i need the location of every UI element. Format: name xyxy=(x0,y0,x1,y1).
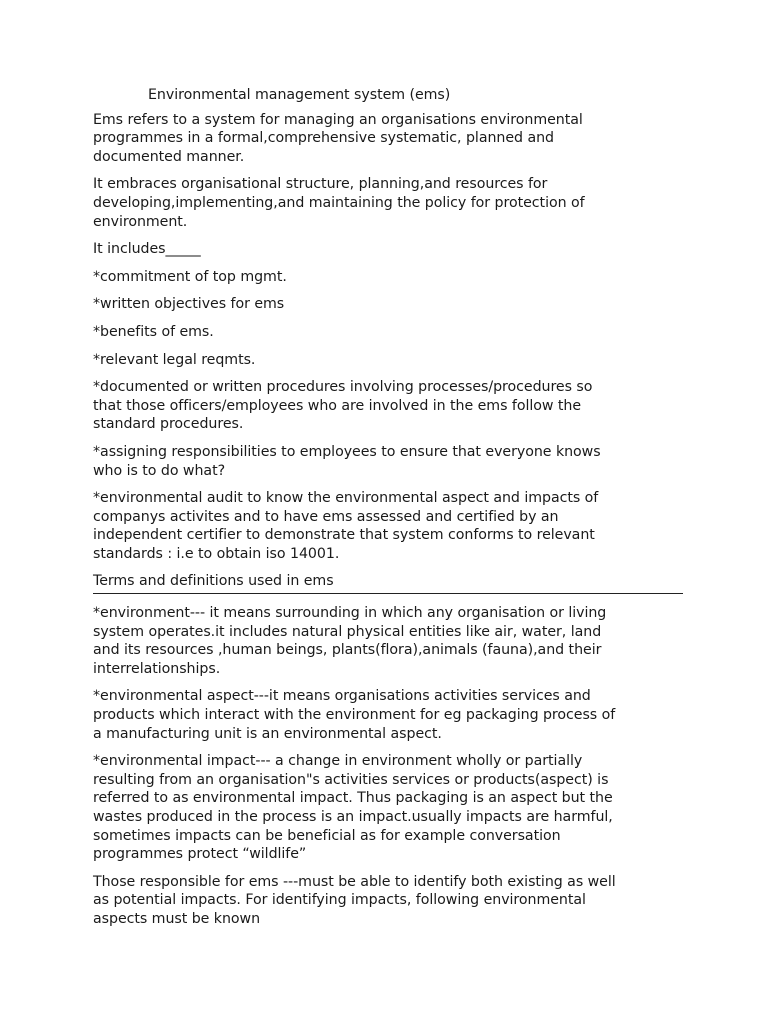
text-line: *benefits of ems. xyxy=(93,323,214,340)
text-line: resulting from an organisation"s activities services or products(aspect) is xyxy=(93,771,609,788)
document-page xyxy=(93,86,683,938)
definition-environmental-impact xyxy=(93,752,683,864)
text-line: standards : i.e to obtain iso 14001. xyxy=(93,545,340,562)
text-line: It includes_____ xyxy=(93,241,201,258)
text-line: *commitment of top mgmt. xyxy=(93,268,287,285)
text-line: *assigning responsibilities to employees to ensure that everyone knows xyxy=(93,443,601,460)
text-line: wastes produced in the process is an impact.usually impacts are harmful, xyxy=(93,809,613,825)
text-line: sometimes impacts can be beneficial as for example conversation xyxy=(93,827,561,844)
list-item xyxy=(93,268,683,287)
text-line: who is to do what? xyxy=(93,462,226,479)
text-line: programmes protect “wildlife” xyxy=(93,846,307,863)
text-line: standard procedures. xyxy=(93,416,244,433)
paragraph-definition xyxy=(93,111,683,167)
text-line: system operates.it includes natural physical entities like air, water, land xyxy=(93,623,602,640)
list-item xyxy=(93,378,683,434)
text-line: *written objectives for ems xyxy=(93,296,285,313)
text-line: Those responsible for ems ---must be able to identify both existing as well xyxy=(93,873,616,890)
text-line: environment. xyxy=(93,213,188,230)
text-line: *documented or written procedures involving processes/procedures so xyxy=(93,379,593,396)
text-line: *relevant legal reqmts. xyxy=(93,351,256,368)
section-heading: Terms and definitions used in ems xyxy=(93,572,683,594)
text-line: Ems refers to a system for managing an organisations environmental xyxy=(93,111,583,128)
paragraph-scope xyxy=(93,175,683,231)
text-line: interrelationships. xyxy=(93,660,221,677)
document-title: Environmental management system (ems) xyxy=(148,87,451,103)
text-line: that those officers/employees who are involved in the ems follow the xyxy=(93,397,582,414)
text-line: aspects must be known xyxy=(93,910,261,927)
definition-environmental-aspect xyxy=(93,687,683,743)
text-line: independent certifier to demonstrate that system conforms to relevant xyxy=(93,527,595,544)
paragraph-responsibilities xyxy=(93,873,683,929)
list-item xyxy=(93,443,683,480)
text-line: and its resources ,human beings, plants(flora),animals (fauna),and their xyxy=(93,642,602,659)
text-line: *environmental audit to know the environmental aspect and impacts of xyxy=(93,490,599,507)
text-line: *environmental aspect---it means organisations activities services and xyxy=(93,688,591,705)
text-line: companys activites and to have ems assessed and certified by an xyxy=(93,508,559,525)
text-line: *environment--- it means surrounding in which any organisation or living xyxy=(93,605,607,622)
text-line: referred to as environmental impact. Thus packaging is an aspect but the xyxy=(93,790,613,807)
list-item xyxy=(93,489,683,563)
text-line: documented manner. xyxy=(93,148,245,165)
text-line: as potential impacts. For identifying impacts, following environmental xyxy=(93,892,586,909)
list-item xyxy=(93,295,683,314)
text-line: *environmental impact--- a change in environment wholly or partially xyxy=(93,753,583,770)
text-line: a manufacturing unit is an environmental aspect. xyxy=(93,725,442,742)
text-line: It embraces organisational structure, planning,and resources for xyxy=(93,176,548,193)
text-line: developing,implementing,and maintaining the policy for protection of xyxy=(93,194,585,211)
text-line: programmes in a formal,comprehensive systematic, planned and xyxy=(93,130,554,147)
list-item xyxy=(93,351,683,370)
text-line: products which interact with the environment for eg packaging process of xyxy=(93,707,616,724)
list-item xyxy=(93,323,683,342)
paragraph-includes xyxy=(93,240,683,259)
definition-environment xyxy=(93,604,683,678)
